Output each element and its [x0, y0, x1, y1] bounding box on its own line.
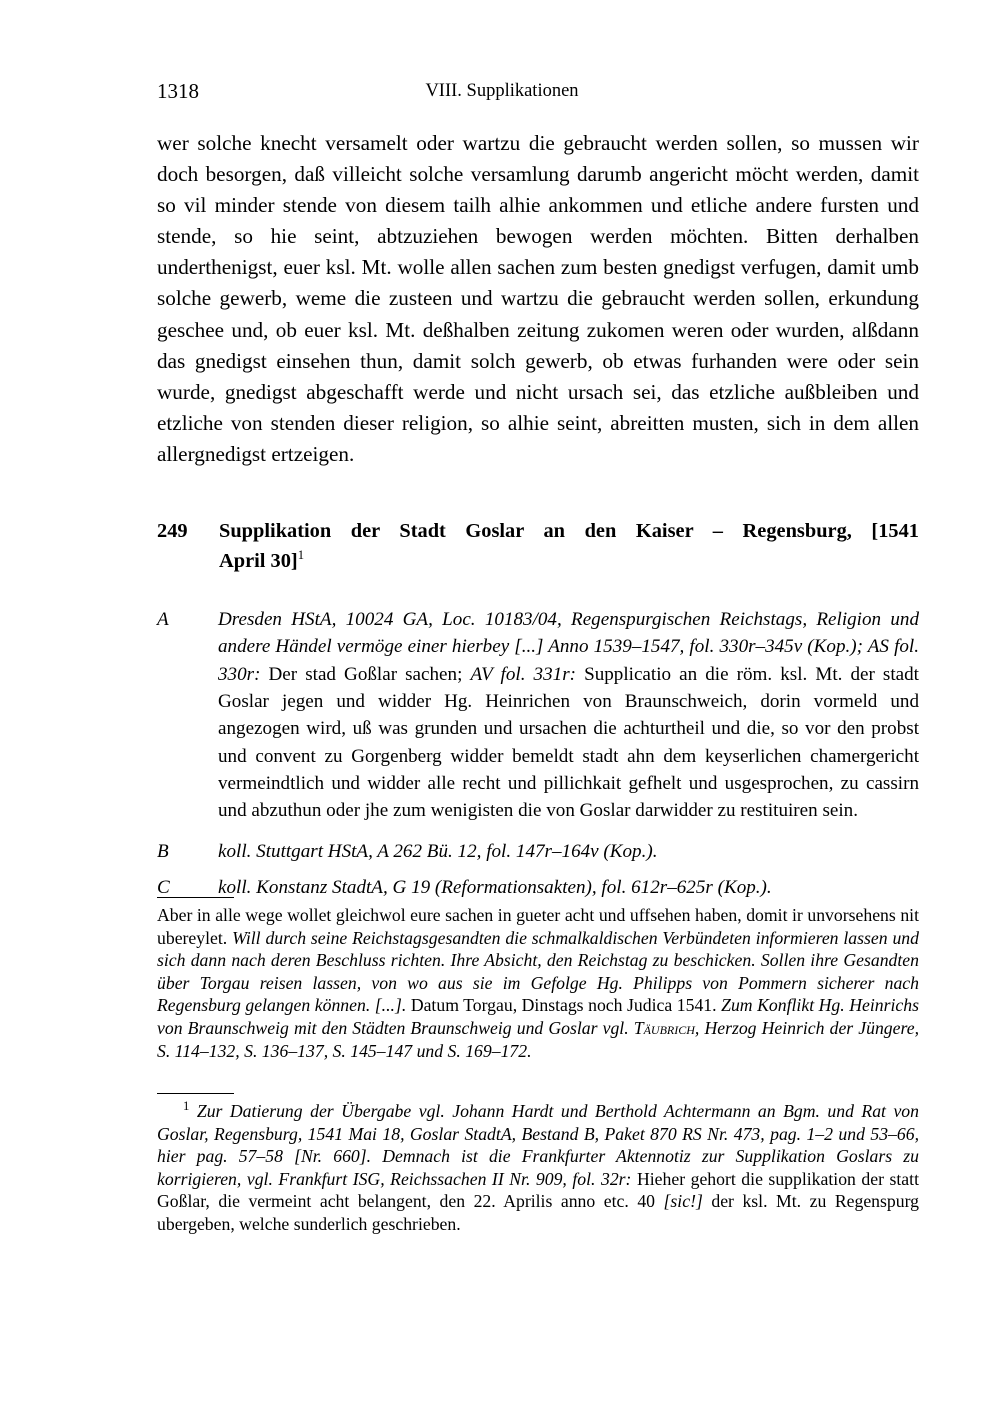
apparatus-body-a: [218, 606, 919, 824]
text-run-3: Datum Torgau, Dinstags noch Judica 1541.: [410, 995, 722, 1016]
running-title: VIII. Supplikationen: [425, 81, 579, 101]
footnote-1-marker: 1: [183, 1099, 190, 1114]
footnote-zone-upper: [157, 897, 919, 1062]
text-run-3: [sic!]: [663, 1191, 703, 1212]
section-heading-line1: Supplikation der Stadt Goslar an den Kaiser – Regensburg, [1541: [219, 520, 919, 543]
text-run-2: Will durch seine Reichstagsgesandten die schmalkaldischen Verbündeten informieren lassen und sich dann nach deren Beschluss richten. Ihre Absicht, den Reichstag zu beschicken. Sollen ihre Gesandten über Torgau reisen lassen, von wo aus sie im Gefolge Hg. Philipps von Pommern sicherer nach Regensburg gelangen können. [...].: [157, 927, 919, 1016]
text-run-2: Der stad Goßlar sachen;: [260, 663, 471, 685]
apparatus-siglum-a: A: [157, 609, 169, 631]
section-heading: [157, 516, 919, 576]
text-run-1: Zur Datierung der Übergabe vgl. Johann Hardt und Berthold Achtermann an Bgm. und Rat von Goslar, Regensburg, 1541 Mai 18, Goslar StadtA, Bestand B, Paket 870 RS Nr. 473, pag. 1–2 und 53–66, hier pag. 57–58 [Nr. 660]. Demnach ist die Frankfurter Aktennotiz zur Supplikation Goslars zu korrigieren, vgl. Frankfurt ISG, Reichssachen II Nr. 909, fol. 32r:: [157, 1101, 919, 1189]
heading-footnote-marker[interactable]: 1: [297, 548, 305, 563]
section-heading-line2-text: April 30]: [219, 550, 298, 573]
text-run-2: Hieher gehort die supplikation der statt Goßlar, die vermeint acht belangent, den 22. Aprilis anno etc. 40: [157, 1168, 919, 1212]
main-text-column: [157, 128, 919, 901]
text-run-4: der ksl. Mt. zu Regenspurg ubergeben, welche sunderlich geschrieben.: [157, 1191, 919, 1234]
footnote-rule-lower: [157, 1093, 234, 1094]
text-run-1: koll. Konstanz StadtA, G 19 (Reformationsakten), fol. 612r–625r (Kop.).: [218, 876, 772, 898]
apparatus-entry-a: [157, 606, 919, 824]
text-run-6: , Herzog Heinrich der Jüngere, S. 114–132, S. 136–137, S. 145–147 und S. 169–172.: [157, 1017, 920, 1061]
text-run-5: Täubrich: [633, 1017, 695, 1038]
section-heading-line2: [219, 546, 919, 576]
footnote-continuation-text: [157, 904, 919, 1062]
apparatus-body-b: [218, 838, 919, 865]
footnote-rule-upper: [157, 897, 234, 898]
body-paragraph: wer solche knecht versamelt oder wartzu die gebraucht werden sollen, so mussen wir doch besorgen, daß villeicht solche versamlung darumb angericht möcht werden, damit so vil minder stende von diesem tailh alhie ankommen und etliche andere fursten und stende, so hie seint, abtzuziehen bewogen werden möchten. Bitten derhalben underthenigst, euer ksl. Mt. wolle allen sachen zum besten gnedigst verfugen, damit umb solche gewerb, weme die zusteen und wartzu die gebraucht werden sollen, erkundung geschee und, ob euer ksl. Mt. deßhalben zeitung zukomen weren oder wurden, alßdann das gnedigst einsehen thun, damit solch gewerb, ob etwas furhanden were oder sein wurde, gnedigst abgeschafft werde und nicht ursach sei, das etzliche außbleiben und etzliche von stenden dieser religion, so alhie seint, abreitten musten, sich in dem allen allergnedigst ertzeigen.: [157, 131, 919, 466]
apparatus-entry-b: [157, 838, 919, 865]
section-number: 249: [157, 520, 188, 543]
footnote-zone-numbered: [157, 1093, 919, 1236]
page-number: 1318: [157, 79, 199, 103]
footnote-1: [157, 1100, 919, 1236]
footnote-1-text: [157, 1101, 919, 1234]
text-run-4: Supplicatio an die röm. ksl. Mt. der stadt Goslar jegen und widder Hg. Heinrichen von Braunschweich, dorin vormeld und angezogen wird, uß was grunden und ursachen die achturtheil und die, so vor den probst und convent zu Gorgenberg widder bemeldt stadt ahn dem keyserlichen chamergericht vermeindtlich und widder alle recht und pillichkait gefhelt und usgesprochen, zu cassirn und abzuthun oder jhe zum wenigisten die von Goslar darwidder zu restituiren sein.: [218, 663, 919, 822]
apparatus-siglum-b: B: [157, 841, 169, 863]
text-run-1: koll. Stuttgart HStA, A 262 Bü. 12, fol. 147r–164v (Kop.).: [218, 841, 658, 863]
apparatus-siglum-c: C: [157, 876, 170, 898]
text-run-4: Zum Konflikt Hg. Heinrichs von Braunschweig mit den Städten Braunschweig und Goslar vgl.: [157, 995, 920, 1038]
running-head: [157, 78, 847, 104]
text-run-1: Dresden HStA, 10024 GA, Loc. 10183/04, Regenspurgischen Reichstags, Religion und andere Händel vermöge einer hierbey [...] Anno 1539–1547, fol. 330r–345v (Kop.); AS fol. 330r:: [218, 609, 919, 685]
apparatus-list: [157, 606, 919, 901]
section-heading-text: [219, 516, 919, 576]
text-run-1: Aber in alle wege wollet gleichwol eure sachen in gueter acht und uffsehen haben, domit ir unvorsehens nit ubereylet.: [157, 905, 919, 948]
text-run-3: AV fol. 331r:: [470, 663, 576, 685]
